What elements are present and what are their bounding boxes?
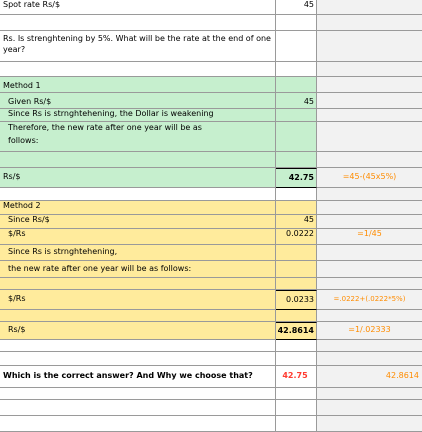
empty-cell[interactable] bbox=[276, 416, 317, 432]
empty-cell[interactable] bbox=[276, 152, 317, 168]
empty-cell[interactable] bbox=[317, 152, 422, 168]
method2-new-srs-value[interactable]: 0.0233 bbox=[276, 290, 317, 310]
row-question bbox=[0, 31, 422, 62]
empty-cell[interactable] bbox=[276, 15, 317, 31]
method2-new-srs-label[interactable]: $/Rs bbox=[0, 290, 276, 310]
row-method2-newsrs bbox=[0, 290, 422, 310]
empty-cell[interactable] bbox=[317, 352, 422, 366]
empty-cell[interactable] bbox=[276, 245, 317, 261]
empty-cell[interactable] bbox=[276, 122, 317, 152]
row-blank bbox=[0, 15, 422, 31]
method2-new-srs-formula[interactable]: =.0222+(.0222*5%) bbox=[317, 290, 422, 310]
empty-cell[interactable] bbox=[0, 278, 276, 290]
empty-cell[interactable] bbox=[317, 310, 422, 322]
row-method1-given bbox=[0, 93, 422, 109]
row-method1-blank bbox=[0, 152, 422, 168]
empty-cell[interactable] bbox=[317, 122, 422, 152]
row-blank bbox=[0, 388, 422, 400]
method1-given-value[interactable]: 45 bbox=[276, 93, 317, 109]
row-blank bbox=[0, 62, 422, 77]
method2-since-label[interactable]: Since Rs/$ bbox=[0, 215, 276, 229]
method2-since-text[interactable]: Since Rs is strnghtehening, bbox=[0, 245, 276, 261]
method2-result-formula[interactable]: =1/.02333 bbox=[317, 322, 422, 340]
question-text[interactable]: Rs. Is strenghtening by 5%. What will be the rate at the end of one year? bbox=[0, 31, 276, 62]
method1-therefore-text[interactable]: Therefore, the new rate after one year will be as follows: bbox=[0, 122, 276, 152]
spot-rate-value[interactable]: 45 bbox=[276, 0, 317, 15]
row-method2-since bbox=[0, 215, 422, 229]
empty-cell[interactable] bbox=[317, 0, 422, 15]
empty-cell[interactable] bbox=[276, 201, 317, 215]
row-blank bbox=[0, 400, 422, 416]
empty-cell[interactable] bbox=[0, 352, 276, 366]
empty-cell[interactable] bbox=[0, 416, 276, 432]
empty-cell[interactable] bbox=[276, 340, 317, 352]
empty-cell[interactable] bbox=[317, 93, 422, 109]
empty-cell[interactable] bbox=[317, 201, 422, 215]
empty-cell[interactable] bbox=[317, 416, 422, 432]
method2-result-value[interactable]: 42.8614 bbox=[276, 322, 317, 340]
row-blank bbox=[0, 188, 422, 201]
empty-cell[interactable] bbox=[317, 245, 422, 261]
empty-cell[interactable] bbox=[276, 109, 317, 122]
empty-cell[interactable] bbox=[0, 400, 276, 416]
method1-given-label[interactable]: Given Rs/$ bbox=[0, 93, 276, 109]
method2-srs-label[interactable]: $/Rs bbox=[0, 229, 276, 245]
method2-srs-value[interactable]: 0.0222 bbox=[276, 229, 317, 245]
method2-result-label[interactable]: Rs/$ bbox=[0, 322, 276, 340]
empty-cell[interactable] bbox=[0, 310, 276, 322]
method2-title[interactable]: Method 2 bbox=[0, 201, 276, 215]
row-method2-title bbox=[0, 201, 422, 215]
empty-cell[interactable] bbox=[276, 310, 317, 322]
method1-title[interactable]: Method 1 bbox=[0, 77, 276, 93]
row-method1-title bbox=[0, 77, 422, 93]
row-method2-newrate bbox=[0, 261, 422, 278]
empty-cell[interactable] bbox=[0, 152, 276, 168]
empty-cell[interactable] bbox=[276, 31, 317, 62]
row-final-question bbox=[0, 366, 422, 388]
empty-cell[interactable] bbox=[276, 77, 317, 93]
row-blank bbox=[0, 416, 422, 432]
row-method2-blank2 bbox=[0, 310, 422, 322]
empty-cell[interactable] bbox=[0, 188, 276, 201]
row-method2-srs bbox=[0, 229, 422, 245]
empty-cell[interactable] bbox=[317, 62, 422, 77]
empty-cell[interactable] bbox=[317, 340, 422, 352]
method2-srs-formula[interactable]: =1/45 bbox=[317, 229, 422, 245]
empty-cell[interactable] bbox=[0, 340, 276, 352]
empty-cell[interactable] bbox=[317, 261, 422, 278]
method1-since-text[interactable]: Since Rs is strnghtehening, the Dollar is weakening bbox=[0, 109, 276, 122]
empty-cell[interactable] bbox=[317, 109, 422, 122]
final-answer-2[interactable]: 42.8614 bbox=[317, 366, 422, 388]
empty-cell[interactable] bbox=[317, 77, 422, 93]
method1-result-value[interactable]: 42.75 bbox=[276, 168, 317, 188]
empty-cell[interactable] bbox=[317, 188, 422, 201]
row-method1-since bbox=[0, 109, 422, 122]
empty-cell[interactable] bbox=[317, 31, 422, 62]
empty-cell[interactable] bbox=[276, 278, 317, 290]
row-spot-rate bbox=[0, 0, 422, 15]
row-blank bbox=[0, 352, 422, 366]
empty-cell[interactable] bbox=[0, 388, 276, 400]
empty-cell[interactable] bbox=[276, 388, 317, 400]
empty-cell[interactable] bbox=[276, 400, 317, 416]
empty-cell[interactable] bbox=[317, 278, 422, 290]
spot-rate-label[interactable]: Spot rate Rs/$ bbox=[0, 0, 276, 15]
empty-cell[interactable] bbox=[276, 188, 317, 201]
row-method2-blank bbox=[0, 278, 422, 290]
empty-cell[interactable] bbox=[317, 400, 422, 416]
empty-cell[interactable] bbox=[276, 352, 317, 366]
empty-cell[interactable] bbox=[317, 388, 422, 400]
method1-result-label[interactable]: Rs/$ bbox=[0, 168, 276, 188]
row-method1-therefore bbox=[0, 122, 422, 152]
final-question-text[interactable]: Which is the correct answer? And Why we choose that? bbox=[0, 366, 276, 388]
method2-since-value[interactable]: 45 bbox=[276, 215, 317, 229]
empty-cell[interactable] bbox=[317, 15, 422, 31]
row-method1-result bbox=[0, 168, 422, 188]
row-method2-since-text bbox=[0, 245, 422, 261]
empty-cell[interactable] bbox=[317, 215, 422, 229]
final-answer-1[interactable]: 42.75 bbox=[276, 366, 317, 388]
method2-new-rate-text[interactable]: the new rate after one year will be as follows: bbox=[0, 261, 276, 278]
empty-cell[interactable] bbox=[0, 62, 276, 77]
empty-cell[interactable] bbox=[0, 15, 276, 31]
row-blank bbox=[0, 340, 422, 352]
empty-cell[interactable] bbox=[276, 62, 317, 77]
row-method2-result bbox=[0, 322, 422, 340]
empty-cell[interactable] bbox=[276, 261, 317, 278]
method1-result-formula[interactable]: =45-(45x5%) bbox=[317, 168, 422, 188]
